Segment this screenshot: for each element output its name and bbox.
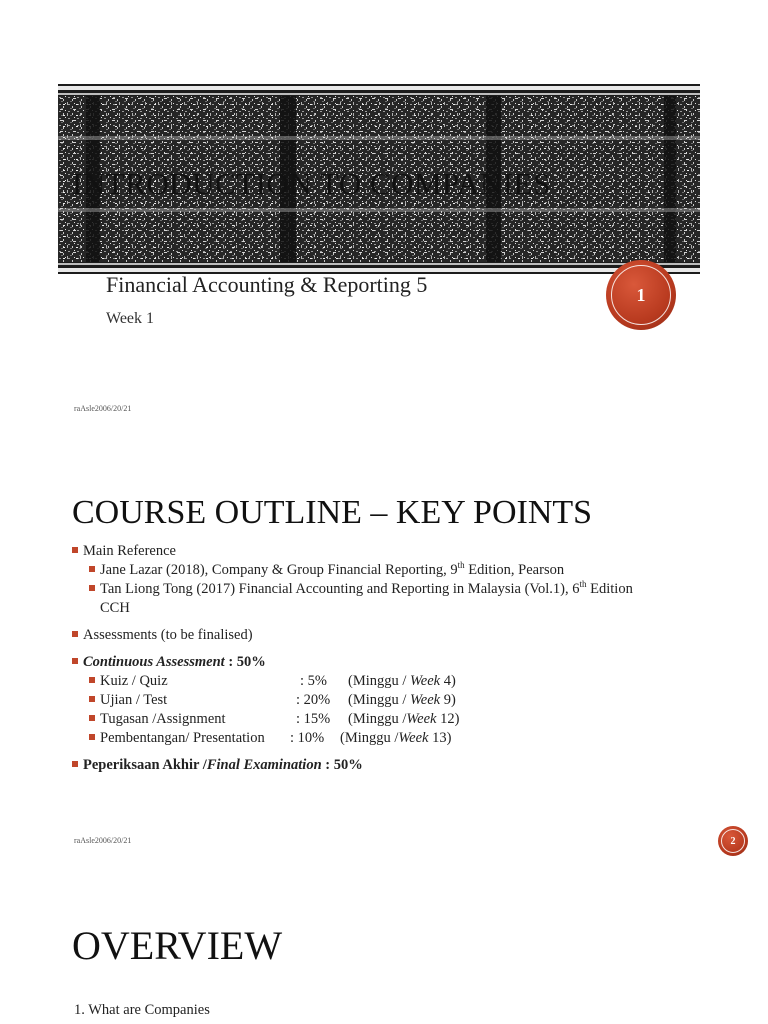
assessment-name: Kuiz / Quiz	[100, 673, 168, 689]
assessment-percent: : 5%	[300, 673, 327, 689]
slide-number: 2	[730, 835, 736, 847]
week-word: Week	[410, 692, 441, 708]
assessment-percent: : 15%	[296, 711, 331, 727]
spacer	[72, 645, 712, 653]
assessment-percent: : 10%	[290, 730, 325, 746]
slide-footer: raAsle2006/20/21	[74, 836, 132, 845]
assessment-name: Ujian / Test	[100, 692, 168, 708]
bullet-icon	[72, 631, 78, 637]
slide-title: INTRODUCTION TO COMPANIES	[72, 166, 551, 201]
badge-ring	[721, 829, 745, 853]
week-word: Week	[398, 730, 429, 746]
slide-number-badge	[606, 260, 676, 330]
ca-value: : 50%	[224, 654, 266, 670]
week-number: 13)	[428, 730, 452, 746]
list-item	[72, 626, 712, 645]
list-item-continuation	[72, 599, 712, 618]
final-exam-label: Peperiksaan Akhir /	[83, 757, 207, 773]
assessment-week-prefix: (Minggu /	[340, 730, 399, 746]
list-item	[72, 691, 712, 710]
final-exam-label-english: Final Examination	[206, 757, 322, 773]
list-item	[72, 561, 712, 580]
reference-text: CCH	[100, 600, 130, 616]
week-number: 9)	[440, 692, 456, 708]
course-subtitle: Financial Accounting & Reporting 5	[106, 272, 428, 297]
bullet-icon	[89, 585, 95, 591]
outline-list	[72, 542, 712, 775]
slide-number-badge	[718, 826, 748, 856]
list-item	[72, 756, 712, 775]
reference-text: Edition, Pearson	[464, 562, 565, 578]
slide-title: OVERVIEW	[72, 923, 283, 968]
week-word: Week	[410, 673, 441, 689]
week-word: Week	[406, 711, 437, 727]
bullet-icon	[72, 658, 78, 664]
banner-top-stripe	[58, 86, 700, 90]
spacer	[72, 618, 712, 626]
list-item	[72, 580, 712, 599]
spacer	[72, 748, 712, 756]
main-reference-label: Main Reference	[83, 543, 176, 559]
list-item	[72, 653, 712, 672]
list-item	[72, 710, 712, 729]
list-item: 1. What are Companies	[74, 1002, 210, 1018]
list-item	[72, 729, 712, 748]
week-label: Week 1	[106, 310, 155, 327]
slide-title: COURSE OUTLINE – KEY POINTS	[72, 494, 593, 531]
assessment-week-prefix: (Minggu /	[348, 673, 411, 689]
list-item	[72, 542, 712, 561]
reference-text: Jane Lazar (2018), Company & Group Financial Reporting, 9	[100, 562, 458, 578]
week-number: 4)	[440, 673, 456, 689]
reference-text: Edition	[586, 581, 633, 597]
slide-footer: raAsle2006/20/21	[74, 404, 132, 413]
slide-number: 1	[636, 284, 646, 305]
bullet-icon	[89, 734, 95, 740]
overview-slide	[0, 900, 768, 1024]
assessment-name: Tugasan /Assignment	[100, 711, 226, 727]
assessments-label: Assessments (to be finalised)	[83, 627, 253, 643]
bullet-icon	[89, 696, 95, 702]
assessment-week-prefix: (Minggu /	[348, 692, 411, 708]
course-outline-slide	[0, 470, 768, 870]
superscript: th	[579, 579, 587, 590]
list-item	[72, 672, 712, 691]
bullet-icon	[89, 566, 95, 572]
bullet-icon	[72, 547, 78, 553]
final-exam-value: : 50%	[321, 757, 363, 773]
ca-label: Continuous Assessment	[83, 654, 225, 670]
superscript: th	[457, 560, 465, 571]
assessment-percent: : 20%	[296, 692, 331, 708]
bullet-icon	[72, 761, 78, 767]
bullet-icon	[89, 715, 95, 721]
assessment-name: Pembentangan/ Presentation	[100, 730, 265, 746]
reference-text: Tan Liong Tong (2017) Financial Accounting and Reporting in Malaysia (Vol.1), 6	[100, 581, 580, 597]
badge-ring	[611, 265, 671, 325]
banner-top-stripe-inner	[58, 93, 700, 95]
week-number: 12)	[436, 711, 460, 727]
banner-bottom-stripe-inner	[58, 263, 700, 265]
assessment-week-prefix: (Minggu /	[348, 711, 407, 727]
bullet-icon	[89, 677, 95, 683]
title-slide	[0, 0, 768, 440]
